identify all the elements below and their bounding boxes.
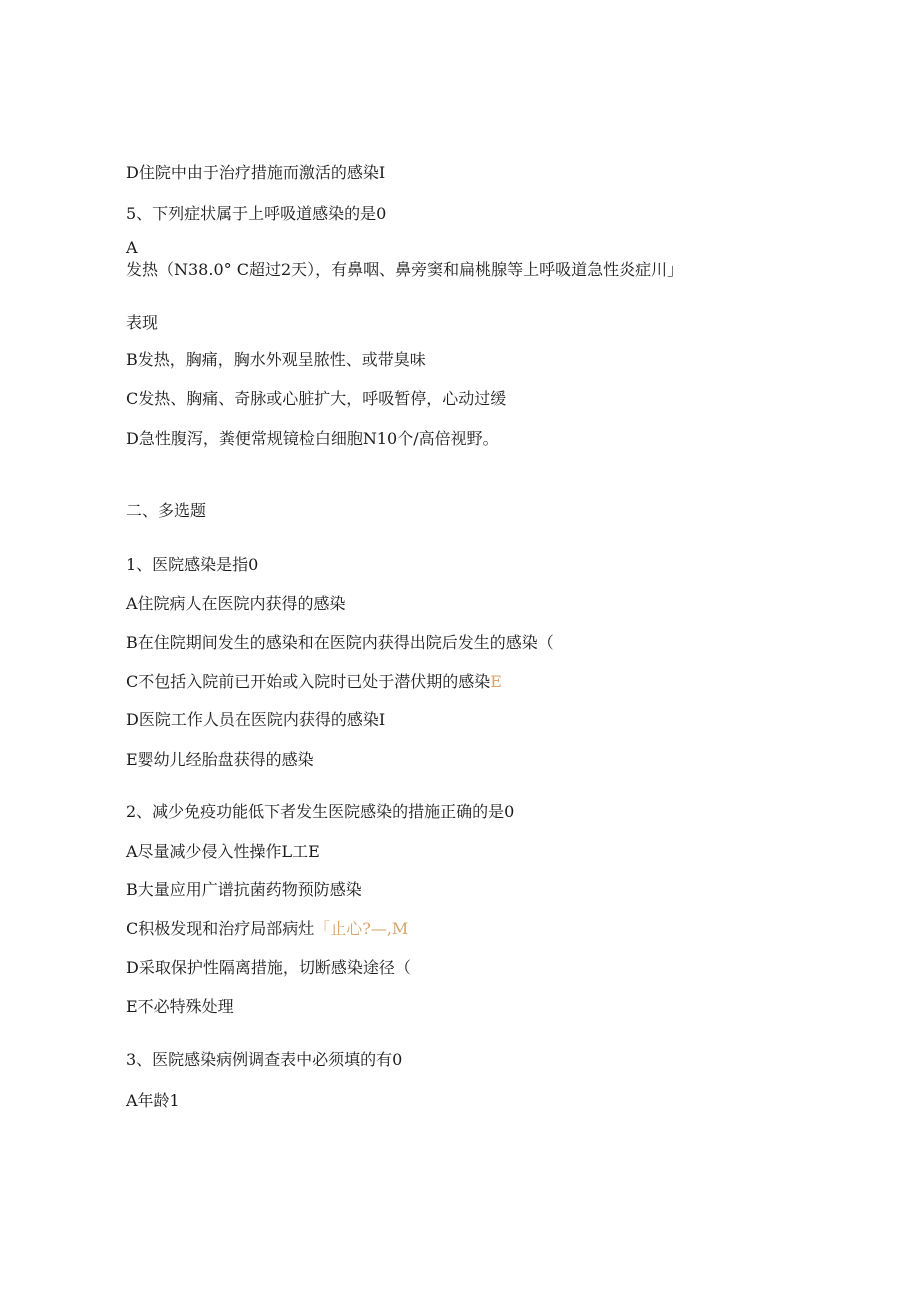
mq2-stem: 2、减少免疫功能低下者发生医院感染的措施正确的是0 xyxy=(126,802,515,821)
mq2-option-a: A尽量减少侵入性操作L工E xyxy=(126,842,320,861)
mq1-option-b: B在住院期间发生的感染和在医院内获得出院后发生的感染（ xyxy=(126,633,554,652)
mq1-option-a: A住院病人在医院内获得的感染 xyxy=(126,594,346,613)
mq2-option-b: B大量应用广谱抗菌药物预防感染 xyxy=(126,880,362,899)
mq1-option-c-faded-mark: E xyxy=(490,672,502,691)
section-title-multiple-choice: 二、多选题 xyxy=(126,501,207,520)
mq3-stem: 3、医院感染病例调查表中必须填的有0 xyxy=(126,1050,403,1069)
mq2-option-e: E不必特殊处理 xyxy=(126,997,234,1016)
mq1-option-e: E婴幼儿经胎盘获得的感染 xyxy=(126,750,314,769)
mq1-stem: 1、医院感染是指0 xyxy=(126,555,259,574)
mq2-option-d: D采取保护性隔离措施，切断感染途径（ xyxy=(126,958,411,977)
mq2-option-c-text: C积极发现和治疗局部病灶 xyxy=(126,919,315,938)
mq1-option-c xyxy=(126,672,502,692)
q4-option-d: D住院中由于治疗措施而激活的感染I xyxy=(126,163,386,182)
q5-option-a-letter: A xyxy=(126,238,138,257)
q5-option-c: C发热、胸痛、奇脉或心脏扩大，呼吸暂停，心动过缓 xyxy=(126,389,507,408)
q5-stem: 5、下列症状属于上呼吸道感染的是0 xyxy=(126,204,387,223)
q5-option-a-continuation: 表现 xyxy=(126,313,159,332)
q5-option-b: B发热，胸痛，胸水外观呈脓性、或带臭味 xyxy=(126,350,426,369)
q5-option-d: D急性腹泻，粪便常规镜检白细胞N10个/高倍视野。 xyxy=(126,429,499,448)
q5-option-a-text: 发热（N38.0° C超过2天），有鼻咽、鼻旁窦和扁桃腺等上呼吸道急性炎症川」 xyxy=(126,260,684,279)
mq1-option-c-text: C不包括入院前已开始或入院时已处于潜伏期的感染 xyxy=(126,672,491,691)
mq3-option-a: A年龄1 xyxy=(126,1091,180,1110)
mq1-option-d: D医院工作人员在医院内获得的感染I xyxy=(126,710,386,729)
mq2-option-c xyxy=(126,919,408,939)
mq2-option-c-faded-mark: 「止心?—,M xyxy=(314,919,409,938)
